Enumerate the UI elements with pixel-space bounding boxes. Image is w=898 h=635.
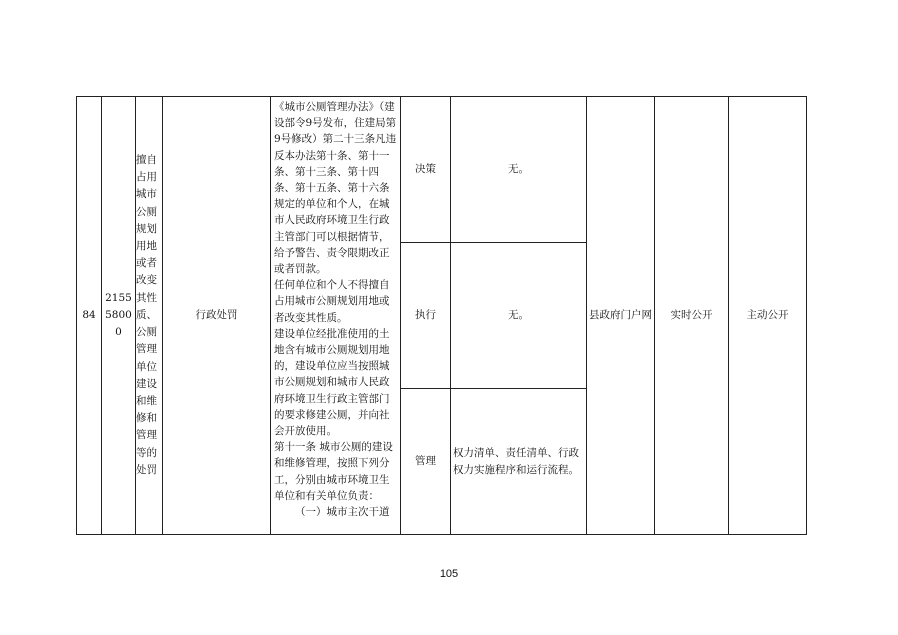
legal-basis-paragraph: 《城市公厕管理办法》（建设部令9号发布，住建局第9号修改）第二十三条凡违反本办法第十条、第十一条、第十三条、第十四条、第十五条、第十六条规定的单位和个人，在城市人民政府环境卫生行政主管部门可以根据情节，给予警告、责令限期改正或者罚款。	[274, 101, 397, 276]
stage-content: 无。	[451, 97, 587, 243]
power-type: 行政处罚	[163, 97, 271, 535]
disclosure-table	[76, 96, 807, 535]
disclosure-timing: 实时公开	[655, 97, 729, 535]
legal-basis-paragraph: （一）城市主次干道	[295, 506, 390, 519]
stage-label: 执行	[401, 243, 451, 389]
legal-basis-cell	[271, 97, 401, 535]
stage-content: 无。	[451, 243, 587, 389]
page-number: 105	[439, 568, 459, 580]
row-number: 84	[77, 97, 102, 535]
stage-label: 决策	[401, 97, 451, 243]
stage-content: 权力清单、责任清单、行政权力实施程序和运行流程。	[451, 389, 587, 535]
stage-label: 管理	[401, 389, 451, 535]
item-name: 擅自占用城市公厕规划用地或者改变其性质、公厕管理单位建设和维修和管理等的处罚	[136, 154, 157, 476]
legal-basis-paragraph: 任何单位和个人不得擅自占用城市公厕规划用地或者改变其性质。	[274, 279, 390, 324]
item-code: 215558000	[102, 97, 136, 535]
item-name-cell	[136, 97, 163, 535]
table-row	[77, 97, 807, 243]
legal-basis-paragraph: 建设单位经批准使用的土地含有城市公厕规划用地的，建设单位应当按照城市公厕规划和城市人民政府环境卫生行政主管部门的要求修建公厕，并向社会开放使用。	[274, 327, 390, 438]
disclosure-method: 主动公开	[729, 97, 807, 535]
legal-basis-paragraph: 第十一条 城市公厕的建设和维修管理，按照下列分工，分别由城市环境卫生单位和有关单位负责：	[274, 441, 393, 502]
disclosure-channel: 县政府门户网	[587, 97, 655, 535]
